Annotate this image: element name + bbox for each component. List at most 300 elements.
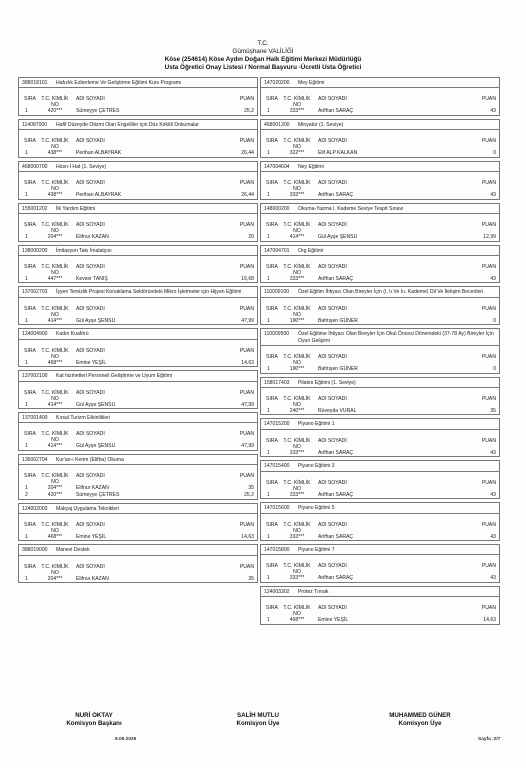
course-title bbox=[261, 587, 499, 597]
applicant-score: 26,44 bbox=[241, 192, 254, 199]
applicant-row bbox=[261, 575, 499, 582]
course-title bbox=[19, 120, 257, 130]
column-header-row bbox=[261, 96, 499, 108]
applicant-rank: 1 bbox=[267, 150, 270, 157]
header-tc-no: T.C. KİMLİK NO bbox=[283, 180, 311, 193]
course-code: 147020200 bbox=[264, 80, 290, 86]
header-tc-no: T.C. KİMLİK NO bbox=[283, 521, 311, 534]
header-sira: SIRA bbox=[266, 263, 278, 270]
applicant-tc-no: 420*** bbox=[47, 491, 63, 498]
header-sira: SIRA bbox=[266, 605, 278, 612]
header-name: ADI SOYADI bbox=[76, 96, 105, 103]
column-header-row bbox=[19, 96, 257, 108]
course-code: 147015600 bbox=[264, 505, 290, 512]
applicant-tc-no: 414*** bbox=[47, 317, 63, 324]
column-header-row bbox=[261, 264, 499, 276]
course-code: 147015200 bbox=[264, 421, 290, 428]
signature-name: SALİH MUTLU bbox=[237, 712, 279, 719]
applicant-score: 35 bbox=[248, 485, 254, 492]
header-score: PUAN bbox=[481, 305, 496, 312]
header-sira: SIRA bbox=[266, 96, 278, 103]
applicant-rank: 1 bbox=[25, 108, 28, 115]
applicant-row bbox=[19, 402, 257, 409]
course-title bbox=[19, 204, 257, 214]
applicant-rank: 1 bbox=[267, 233, 270, 240]
applicant-row bbox=[261, 534, 499, 541]
course-title bbox=[19, 413, 257, 423]
course-name: Kadın Kuaförü bbox=[56, 331, 89, 338]
header-score: PUAN bbox=[239, 563, 254, 570]
applicant-score: 0 bbox=[493, 317, 496, 324]
header-sira: SIRA bbox=[266, 563, 278, 570]
applicant-row bbox=[261, 617, 499, 624]
course-code: 388018101 bbox=[22, 80, 48, 86]
applicant-name: Perihan ALBAYRAK bbox=[76, 150, 122, 157]
header-tc-no: T.C. KİMLİK NO bbox=[41, 263, 69, 276]
header-name: ADI SOYADI bbox=[76, 305, 105, 312]
course-code: 114087000 bbox=[22, 121, 48, 128]
course-card bbox=[260, 544, 500, 583]
applicant-name: Gül Ayşe ŞENSU bbox=[318, 233, 358, 240]
header-sira: SIRA bbox=[24, 389, 36, 396]
signature-role: Komisyon Üye bbox=[398, 720, 442, 727]
header-name: ADI SOYADI bbox=[76, 473, 105, 480]
course-card bbox=[18, 412, 258, 451]
applicant-score: 26,44 bbox=[241, 150, 254, 157]
course-code: 110009500 bbox=[264, 331, 290, 338]
applicant-row bbox=[19, 150, 257, 157]
header-sira: SIRA bbox=[266, 395, 278, 402]
applicant-row bbox=[19, 485, 257, 492]
applicant-score: 20 bbox=[248, 233, 254, 240]
column-header-row bbox=[19, 564, 257, 576]
header-sira: SIRA bbox=[24, 521, 36, 528]
column-header-row bbox=[19, 473, 257, 485]
applicant-rank: 1 bbox=[267, 407, 270, 414]
course-name: Hafif Düzeyde Otizmi Olan Engelliler için Düz Kirkitli Dokumalar bbox=[56, 121, 199, 128]
applicant-score: 43 bbox=[490, 449, 496, 456]
header-score: PUAN bbox=[481, 353, 496, 360]
course-name: Pilates Eğitimi (1. Seviye) bbox=[298, 379, 356, 386]
course-code: 124003302 bbox=[264, 588, 290, 595]
header-tc-no: T.C. KİMLİK NO bbox=[41, 180, 69, 193]
header-governorship: Gümüşhane VALİLİĞİ bbox=[232, 48, 294, 55]
course-card bbox=[260, 328, 500, 373]
header-score: PUAN bbox=[239, 389, 254, 396]
signature-name: MUHAMMED GÜNER bbox=[389, 712, 451, 719]
header-score: PUAN bbox=[481, 221, 496, 228]
applicant-name: Arifhan SARAÇ bbox=[318, 533, 354, 540]
header-name: ADI SOYADI bbox=[76, 347, 105, 354]
header-tc-no: T.C. KİMLİK NO bbox=[41, 389, 69, 402]
course-card bbox=[260, 286, 500, 325]
column-header-row bbox=[261, 605, 499, 617]
column-header-row bbox=[19, 138, 257, 150]
column-header-row bbox=[19, 522, 257, 534]
course-name: Ney Eğitimi bbox=[298, 163, 324, 170]
course-card bbox=[260, 586, 500, 625]
applicant-row bbox=[261, 108, 499, 115]
applicant-row bbox=[261, 192, 499, 199]
header-tc-no: T.C. KİMLİK NO bbox=[41, 521, 69, 534]
course-name: Piyano Eğitimi 7 bbox=[298, 547, 335, 554]
header-tc-no: T.C. KİMLİK NO bbox=[283, 563, 311, 576]
course-card bbox=[18, 203, 258, 242]
header-tc: T.C. bbox=[257, 40, 269, 47]
course-title bbox=[261, 78, 499, 88]
course-code: 468000700 bbox=[22, 163, 48, 170]
header-name: ADI SOYADI bbox=[76, 521, 105, 528]
applicant-row bbox=[19, 492, 257, 499]
column-header-row bbox=[19, 306, 257, 318]
applicant-tc-no: 447*** bbox=[47, 275, 63, 282]
applicant-name: Sümeyye ÇETRES bbox=[76, 491, 120, 498]
header-list-title: Usta Öğretici Onay Listesi / Normal Başvuru -Ücretli Usta Öğretici bbox=[164, 64, 362, 71]
applicant-tc-no: 414*** bbox=[47, 401, 63, 408]
header-name: ADI SOYADI bbox=[76, 431, 105, 438]
applicant-score: 47,99 bbox=[241, 317, 254, 324]
applicant-name: Gül Ayşe ŞENSU bbox=[76, 443, 116, 450]
applicant-name: Elif ALP KALKAN bbox=[318, 150, 358, 157]
applicant-tc-no: 333*** bbox=[289, 275, 305, 282]
applicant-row bbox=[261, 318, 499, 325]
applicant-rank: 1 bbox=[267, 275, 270, 282]
column-header-row bbox=[261, 138, 499, 150]
column-header-row bbox=[261, 480, 499, 492]
header-name: ADI SOYADI bbox=[318, 521, 347, 528]
course-name: Hüsn-İ Hat (1. Seviye) bbox=[56, 163, 107, 170]
course-name: Özel Eğitime İhtiyacı Olan Bireyler İçin Okul Öncesi Dönemdeki (37-78 Ay) Bireyler İçin Oyun Gelişimi bbox=[298, 331, 494, 344]
course-name: Protez Tırnak bbox=[298, 588, 329, 595]
applicant-rank: 2 bbox=[25, 491, 28, 498]
header-sira: SIRA bbox=[266, 180, 278, 187]
signature-commission-member-2 bbox=[350, 712, 490, 728]
course-name: İşyeri Temizlik Projesi Konaklama Sektöründeki Mikro İşletmeler için Hijyen Eğitimi bbox=[56, 289, 242, 296]
applicant-rank: 1 bbox=[267, 491, 270, 498]
course-name: Kat hizmetleri Personeli Geliştirme ve Uyum Eğitimi bbox=[56, 373, 173, 380]
applicant-tc-no: 240*** bbox=[289, 407, 305, 414]
applicant-rank: 1 bbox=[25, 233, 28, 240]
applicant-row bbox=[261, 450, 499, 457]
applicant-tc-no: 190*** bbox=[289, 365, 305, 372]
header-name: ADI SOYADI bbox=[318, 605, 347, 612]
course-card bbox=[260, 377, 500, 416]
applicant-rank: 1 bbox=[267, 449, 270, 456]
course-title bbox=[261, 461, 499, 471]
column-header-row bbox=[19, 348, 257, 360]
header-tc-no: T.C. KİMLİK NO bbox=[41, 563, 69, 576]
applicant-row bbox=[261, 150, 499, 157]
applicant-rank: 1 bbox=[25, 150, 28, 157]
column-header-row bbox=[261, 354, 499, 366]
course-card bbox=[260, 203, 500, 242]
course-title bbox=[19, 455, 257, 465]
applicant-name: Elifnur KAZAN bbox=[76, 485, 109, 492]
column-header-row bbox=[261, 438, 499, 450]
signature-name: NURİ OKTAY bbox=[75, 712, 113, 719]
applicant-tc-no: 333*** bbox=[289, 491, 305, 498]
header-name: ADI SOYADI bbox=[318, 563, 347, 570]
header-name: ADI SOYADI bbox=[76, 138, 105, 145]
course-title bbox=[261, 246, 499, 256]
course-card bbox=[260, 245, 500, 284]
header-sira: SIRA bbox=[24, 431, 36, 438]
header-name: ADI SOYADI bbox=[318, 138, 347, 145]
header-tc-no: T.C. KİMLİK NO bbox=[41, 473, 69, 486]
course-card bbox=[18, 544, 258, 583]
header-score: PUAN bbox=[481, 563, 496, 570]
applicant-tc-no: 204*** bbox=[47, 575, 63, 582]
applicant-rank: 1 bbox=[267, 365, 270, 372]
header-tc-no: T.C. KİMLİK NO bbox=[41, 347, 69, 360]
course-code: 137002100 bbox=[22, 373, 48, 380]
header-tc-no: T.C. KİMLİK NO bbox=[41, 305, 69, 318]
applicant-tc-no: 333*** bbox=[289, 192, 305, 199]
footer-date: 8.09.2025 bbox=[115, 737, 137, 742]
applicant-score: 43 bbox=[490, 491, 496, 498]
applicant-tc-no: 333*** bbox=[289, 108, 305, 115]
header-score: PUAN bbox=[481, 437, 496, 444]
header-score: PUAN bbox=[239, 180, 254, 187]
course-title bbox=[261, 378, 499, 388]
course-title bbox=[261, 545, 499, 555]
applicant-tc-no: 333*** bbox=[289, 533, 305, 540]
applicant-score: 12,99 bbox=[483, 233, 496, 240]
applicant-name: Gül Ayşe ŞENSU bbox=[76, 401, 116, 408]
header-sira: SIRA bbox=[24, 180, 36, 187]
applicant-rank: 1 bbox=[25, 275, 28, 282]
course-name: Org Eğitimi bbox=[298, 247, 324, 254]
header-sira: SIRA bbox=[266, 521, 278, 528]
course-card bbox=[260, 502, 500, 541]
header-score: PUAN bbox=[481, 479, 496, 486]
column-header-row bbox=[19, 180, 257, 192]
applicant-row bbox=[19, 576, 257, 583]
applicant-row bbox=[261, 492, 499, 499]
header-tc-no: T.C. KİMLİK NO bbox=[41, 138, 69, 151]
applicant-tc-no: 333*** bbox=[289, 575, 305, 582]
header-tc-no: T.C. KİMLİK NO bbox=[283, 138, 311, 151]
applicant-rank: 1 bbox=[25, 485, 28, 492]
applicant-row bbox=[19, 276, 257, 283]
course-card bbox=[260, 418, 500, 457]
header-score: PUAN bbox=[239, 96, 254, 103]
applicant-name: Arifhan SARAÇ bbox=[318, 491, 354, 498]
left-course-column bbox=[18, 77, 258, 586]
document-header bbox=[0, 40, 526, 72]
header-tc-no: T.C. KİMLİK NO bbox=[283, 353, 311, 366]
course-name: Mey Eğitimi bbox=[298, 80, 325, 86]
header-name: ADI SOYADI bbox=[318, 479, 347, 486]
header-name: ADI SOYADI bbox=[76, 263, 105, 270]
applicant-rank: 1 bbox=[25, 401, 28, 408]
applicant-score: 35 bbox=[248, 575, 254, 582]
applicant-row bbox=[19, 108, 257, 115]
applicant-score: 35 bbox=[490, 407, 496, 414]
course-code: 147015800 bbox=[264, 547, 290, 554]
header-tc-no: T.C. KİMLİK NO bbox=[41, 431, 69, 444]
course-code: 124004900 bbox=[22, 331, 48, 338]
header-name: ADI SOYADI bbox=[76, 389, 105, 396]
applicant-tc-no: 322*** bbox=[289, 150, 305, 157]
course-card bbox=[18, 161, 258, 200]
course-card bbox=[260, 161, 500, 200]
column-header-row bbox=[19, 264, 257, 276]
header-sira: SIRA bbox=[24, 347, 36, 354]
applicant-name: Rüveyda VURAL bbox=[318, 407, 357, 414]
course-card bbox=[18, 77, 258, 116]
course-name: Hafızlık Ezberleme Ve Geliştirme Eğitimi Kurs Programı bbox=[56, 80, 182, 86]
applicant-row bbox=[261, 234, 499, 241]
applicant-name: Arifhan SARAÇ bbox=[318, 192, 354, 199]
course-title bbox=[19, 329, 257, 339]
header-tc-no: T.C. KİMLİK NO bbox=[283, 221, 311, 234]
signature-commission-chair bbox=[24, 712, 164, 728]
course-card bbox=[18, 328, 258, 367]
applicant-score: 43 bbox=[490, 108, 496, 115]
applicant-name: Sümeyye ÇETRES bbox=[76, 108, 120, 115]
applicant-name: Emine YEŞİL bbox=[76, 533, 107, 540]
course-name: Okuma-Yazma I. Kademe Seviye Tespit Sınavı bbox=[298, 205, 404, 212]
course-card bbox=[260, 460, 500, 499]
header-tc-no: T.C. KİMLİK NO bbox=[283, 263, 311, 276]
applicant-tc-no: 204*** bbox=[47, 485, 63, 492]
course-title bbox=[19, 504, 257, 514]
header-score: PUAN bbox=[481, 263, 496, 270]
course-title bbox=[261, 120, 499, 130]
applicant-name: Kevser TANIŞ bbox=[76, 275, 108, 282]
column-header-row bbox=[261, 522, 499, 534]
header-score: PUAN bbox=[239, 347, 254, 354]
course-title bbox=[19, 78, 257, 88]
applicant-score: 43 bbox=[490, 575, 496, 582]
applicant-rank: 1 bbox=[267, 108, 270, 115]
course-name: İlk Yardım Eğitimi bbox=[56, 205, 96, 212]
applicant-tc-no: 414*** bbox=[289, 233, 305, 240]
course-code: 138000200 bbox=[22, 247, 48, 254]
header-score: PUAN bbox=[239, 431, 254, 438]
course-title bbox=[19, 246, 257, 256]
header-score: PUAN bbox=[481, 180, 496, 187]
header-score: PUAN bbox=[239, 305, 254, 312]
applicant-name: Arifhan SARAÇ bbox=[318, 449, 354, 456]
course-card bbox=[260, 77, 500, 116]
applicant-row bbox=[19, 234, 257, 241]
header-sira: SIRA bbox=[24, 305, 36, 312]
signature-role: Komisyon Üye bbox=[236, 720, 280, 727]
header-score: PUAN bbox=[481, 96, 496, 103]
header-sira: SIRA bbox=[24, 221, 36, 228]
applicant-row bbox=[261, 276, 499, 283]
course-code: 148000200 bbox=[264, 205, 290, 212]
course-code: 158017403 bbox=[264, 379, 290, 386]
course-title bbox=[19, 162, 257, 172]
header-name: ADI SOYADI bbox=[76, 221, 105, 228]
header-sira: SIRA bbox=[266, 305, 278, 312]
applicant-name: Arifhan SARAÇ bbox=[318, 275, 354, 282]
applicant-row bbox=[261, 408, 499, 415]
header-tc-no: T.C. KİMLİK NO bbox=[283, 395, 311, 408]
course-name: İmitasyon Takı İmalatçısı bbox=[56, 247, 112, 254]
column-header-row bbox=[261, 396, 499, 408]
course-name: Makyaj Uygulama Teknikleri bbox=[56, 505, 120, 512]
applicant-score: 47,99 bbox=[241, 443, 254, 450]
header-score: PUAN bbox=[481, 605, 496, 612]
applicant-score: 25,2 bbox=[244, 491, 254, 498]
header-name: ADI SOYADI bbox=[318, 263, 347, 270]
header-name: ADI SOYADI bbox=[318, 180, 347, 187]
column-header-row bbox=[19, 431, 257, 443]
course-name: Kırsal Turizm Etkinlikleri bbox=[56, 415, 111, 422]
applicant-name: Bahtışen GÜNER bbox=[318, 365, 358, 372]
applicant-row bbox=[19, 360, 257, 367]
course-name: Piyano Eğitimi 3 bbox=[298, 463, 335, 470]
applicant-score: 47,99 bbox=[241, 401, 254, 408]
header-tc-no: T.C. KİMLİK NO bbox=[41, 221, 69, 234]
header-name: ADI SOYADI bbox=[76, 563, 105, 570]
header-tc-no: T.C. KİMLİK NO bbox=[283, 437, 311, 450]
column-header-row bbox=[19, 390, 257, 402]
applicant-tc-no: 333*** bbox=[289, 449, 305, 456]
header-score: PUAN bbox=[481, 521, 496, 528]
applicant-name: Arifhan SARAÇ bbox=[318, 575, 354, 582]
header-sira: SIRA bbox=[24, 473, 36, 480]
course-name: Minyatür (1. Seviye) bbox=[298, 121, 344, 128]
header-score: PUAN bbox=[481, 138, 496, 145]
applicant-rank: 1 bbox=[25, 575, 28, 582]
applicant-score: 0 bbox=[493, 150, 496, 157]
course-card bbox=[18, 503, 258, 542]
column-header-row bbox=[19, 222, 257, 234]
applicant-rank: 1 bbox=[267, 575, 270, 582]
course-card bbox=[18, 454, 258, 499]
header-sira: SIRA bbox=[266, 437, 278, 444]
course-card bbox=[18, 370, 258, 409]
header-sira: SIRA bbox=[24, 563, 36, 570]
header-sira: SIRA bbox=[266, 221, 278, 228]
course-name: Manevi Destek bbox=[56, 547, 90, 554]
course-title bbox=[261, 503, 499, 513]
applicant-score: 43 bbox=[490, 275, 496, 282]
header-sira: SIRA bbox=[266, 353, 278, 360]
applicant-tc-no: 468*** bbox=[289, 617, 305, 624]
course-code: 147004701 bbox=[264, 247, 290, 254]
course-title bbox=[261, 204, 499, 214]
header-score: PUAN bbox=[239, 473, 254, 480]
applicant-tc-no: 204*** bbox=[47, 233, 63, 240]
applicant-tc-no: 468*** bbox=[47, 359, 63, 366]
header-tc-no: T.C. KİMLİK NO bbox=[283, 605, 311, 618]
course-title bbox=[19, 371, 257, 381]
footer-page-number: Sayfa :2/7 bbox=[478, 737, 501, 742]
header-sira: SIRA bbox=[266, 479, 278, 486]
applicant-row bbox=[19, 192, 257, 199]
applicant-score: 25,2 bbox=[244, 108, 254, 115]
header-sira: SIRA bbox=[24, 138, 36, 145]
course-code: 147004604 bbox=[264, 163, 290, 170]
course-name: Piyano Eğitimi 1 bbox=[298, 421, 335, 428]
course-code: 137001400 bbox=[22, 415, 48, 422]
applicant-score: 0 bbox=[493, 365, 496, 372]
header-sira: SIRA bbox=[24, 96, 36, 103]
course-name: Kur'an-ı Kerim (Elifba) Okuma bbox=[56, 457, 124, 464]
applicant-name: Emine YEŞİL bbox=[76, 359, 107, 366]
course-card bbox=[260, 119, 500, 158]
course-code: 147015400 bbox=[264, 463, 290, 470]
course-name: Piyano Eğitimi 5 bbox=[298, 505, 335, 512]
course-code: 155001202 bbox=[22, 205, 48, 212]
applicant-rank: 1 bbox=[25, 192, 28, 199]
